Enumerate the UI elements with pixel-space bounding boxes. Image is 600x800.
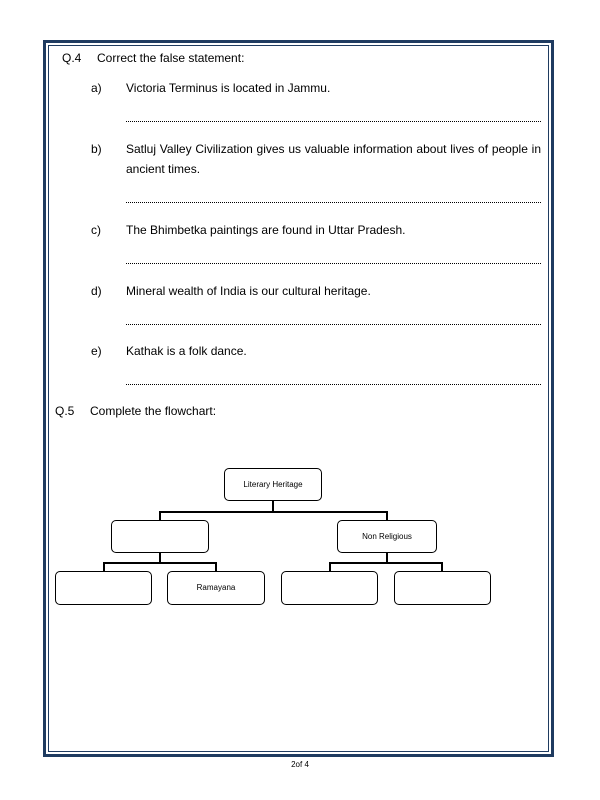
q4-item-d-text: Mineral wealth of India is our cultural heritage. (126, 284, 371, 298)
flowchart-right-child-box (337, 520, 437, 553)
q4-item-d-label: d) (91, 284, 102, 298)
q4-item-e-text: Kathak is a folk dance. (126, 344, 247, 358)
flowchart-leaf-2-box (167, 571, 265, 605)
q4-item-e-label: e) (91, 344, 102, 358)
connector-to-leaf-3 (329, 562, 331, 571)
q4-number: Q.4 (62, 51, 82, 65)
answer-line-a[interactable] (126, 121, 541, 122)
connector-to-leaf-2 (215, 562, 217, 571)
answer-line-b[interactable] (126, 202, 541, 203)
q4-prompt: Correct the false statement: (97, 51, 245, 65)
connector-to-leaf-4 (441, 562, 443, 571)
flowchart-right-child-label: Non Religious (362, 531, 412, 541)
q4-item-a-text: Victoria Terminus is located in Jammu. (126, 81, 331, 95)
flowchart-root-label: Literary Heritage (243, 479, 303, 489)
q4-item-c-label: c) (91, 223, 101, 237)
connector-level1-horizontal (159, 511, 388, 513)
flowchart-leaf-3-box[interactable] (281, 571, 378, 605)
q4-item-b-label: b) (91, 142, 102, 156)
flowchart-left-child-box[interactable] (111, 520, 209, 553)
q5-number: Q.5 (55, 404, 75, 418)
q5-prompt: Complete the flowchart: (90, 404, 217, 418)
flowchart-root-box (224, 468, 322, 501)
q4-item-a-label: a) (91, 81, 102, 95)
connector-right-leaves-horizontal (329, 562, 443, 564)
q4-item-c-text: The Bhimbetka paintings are found in Uttar Pradesh. (126, 223, 406, 237)
connector-left-leaves-horizontal (103, 562, 217, 564)
q4-item-b-text: Satluj Valley Civilization gives us valuable information about lives of people in ancient times. (126, 142, 541, 176)
flowchart-leaf-2-label: Ramayana (196, 583, 236, 592)
flowchart-leaf-4-box[interactable] (394, 571, 491, 605)
connector-to-right-child (386, 511, 388, 520)
page-number: 2of 4 (291, 760, 309, 769)
answer-line-e[interactable] (126, 384, 541, 385)
connector-to-left-child (159, 511, 161, 520)
flowchart-leaf-1-box[interactable] (55, 571, 152, 605)
answer-line-d[interactable] (126, 324, 541, 325)
answer-line-c[interactable] (126, 263, 541, 264)
connector-to-leaf-1 (103, 562, 105, 571)
